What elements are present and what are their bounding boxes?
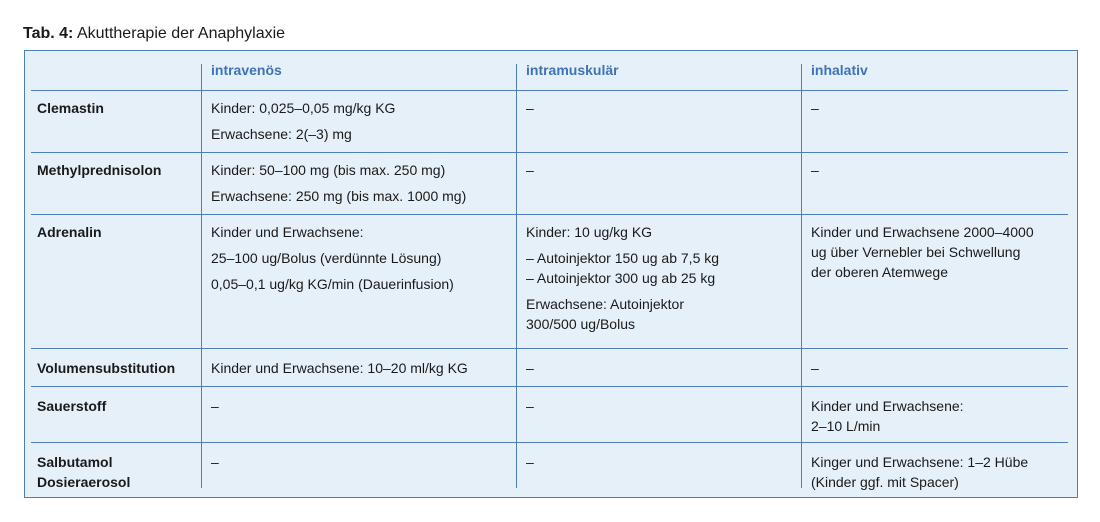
cell-salbutamol-im — [526, 452, 534, 472]
column-header-intravenous: intravenös — [211, 62, 282, 78]
cell-line: – — [811, 100, 819, 116]
cell-line: – — [526, 360, 534, 376]
cell-methylprednisolon-inh — [811, 160, 819, 180]
cell-line: Erwachsene: 250 mg (bis max. 1000 mg) — [211, 188, 467, 204]
cell-methylprednisolon-im — [526, 160, 534, 180]
cell-sauerstoff-im — [526, 396, 534, 416]
cell-line: Kinder und Erwachsene: 10–20 ml/kg KG — [211, 360, 468, 376]
row-divider — [31, 386, 1068, 387]
cell-line: – — [811, 162, 819, 178]
cell-line: Kinder und Erwachsene 2000–4000 ug über Vernebler bei Schwellung der oberen Atemwege — [811, 224, 1034, 280]
cell-line: Erwachsene: 2(–3) mg — [211, 126, 352, 142]
cell-sauerstoff-iv — [211, 396, 219, 416]
cell-salbutamol-iv — [211, 452, 219, 472]
cell-line: – — [526, 162, 534, 178]
cell-line: – — [526, 398, 534, 414]
row-divider — [31, 152, 1068, 153]
cell-line: Erwachsene: Autoinjektor 300/500 ug/Bolus — [526, 296, 684, 332]
cell-line: – — [811, 360, 819, 376]
row-label-volumensubstitution: Volumensubstitution — [37, 360, 176, 376]
cell-clemastin-im — [526, 98, 534, 118]
row-divider — [31, 214, 1068, 215]
cell-salbutamol-inh — [811, 452, 1028, 492]
cell-volumensubstitution-iv — [211, 358, 468, 378]
row-label-adrenalin: Adrenalin — [37, 224, 102, 240]
row-label-clemastin: Clemastin — [37, 100, 104, 116]
cell-line: – Autoinjektor 150 ug ab 7,5 kg – Autoinjektor 300 ug ab 25 kg — [526, 250, 720, 286]
cell-adrenalin-im — [526, 222, 719, 334]
cell-line: Kinder: 50–100 mg (bis max. 250 mg) — [211, 162, 446, 178]
cell-adrenalin-inh — [811, 222, 1034, 282]
table-caption — [23, 24, 285, 44]
column-divider — [201, 64, 202, 488]
column-divider — [801, 64, 802, 488]
cell-methylprednisolon-iv — [211, 160, 466, 206]
cell-line: – — [526, 454, 534, 470]
cell-line: – — [211, 454, 219, 470]
cell-line: Kinder und Erwachsene: 2–10 L/min — [811, 398, 964, 434]
cell-clemastin-inh — [811, 98, 819, 118]
row-label-sauerstoff: Sauerstoff — [37, 398, 107, 414]
cell-line: – — [526, 100, 534, 116]
cell-line: Kinger und Erwachsene: 1–2 Hübe (Kinder ggf. mit Spacer) — [811, 454, 1029, 490]
row-divider — [31, 90, 1068, 91]
cell-adrenalin-iv — [211, 222, 454, 294]
cell-line: Kinder: 10 ug/kg KG — [526, 224, 653, 240]
cell-line: 0,05–0,1 ug/kg KG/min (Dauerinfusion) — [211, 276, 454, 292]
row-label-salbutamol: Salbutamol Dosieraerosol — [37, 454, 131, 490]
row-label-methylprednisolon: Methylprednisolon — [37, 162, 162, 178]
cell-line: 25–100 ug/Bolus (verdünnte Lösung) — [211, 250, 442, 266]
caption-text: Akuttherapie der Anaphylaxie — [73, 25, 286, 42]
row-divider — [31, 442, 1068, 443]
cell-line: Kinder und Erwachsene: — [211, 224, 364, 240]
cell-clemastin-iv — [211, 98, 395, 144]
cell-volumensubstitution-im — [526, 358, 534, 378]
cell-volumensubstitution-inh — [811, 358, 819, 378]
cell-sauerstoff-inh — [811, 396, 964, 436]
cell-line: – — [211, 398, 219, 414]
column-header-inhalative: inhalativ — [811, 62, 868, 78]
column-divider — [516, 64, 517, 488]
row-divider — [31, 348, 1068, 349]
column-header-intramuscular: intramuskulär — [526, 62, 619, 78]
caption-label: Tab. 4: — [23, 25, 74, 42]
cell-line: Kinder: 0,025–0,05 mg/kg KG — [211, 100, 396, 116]
